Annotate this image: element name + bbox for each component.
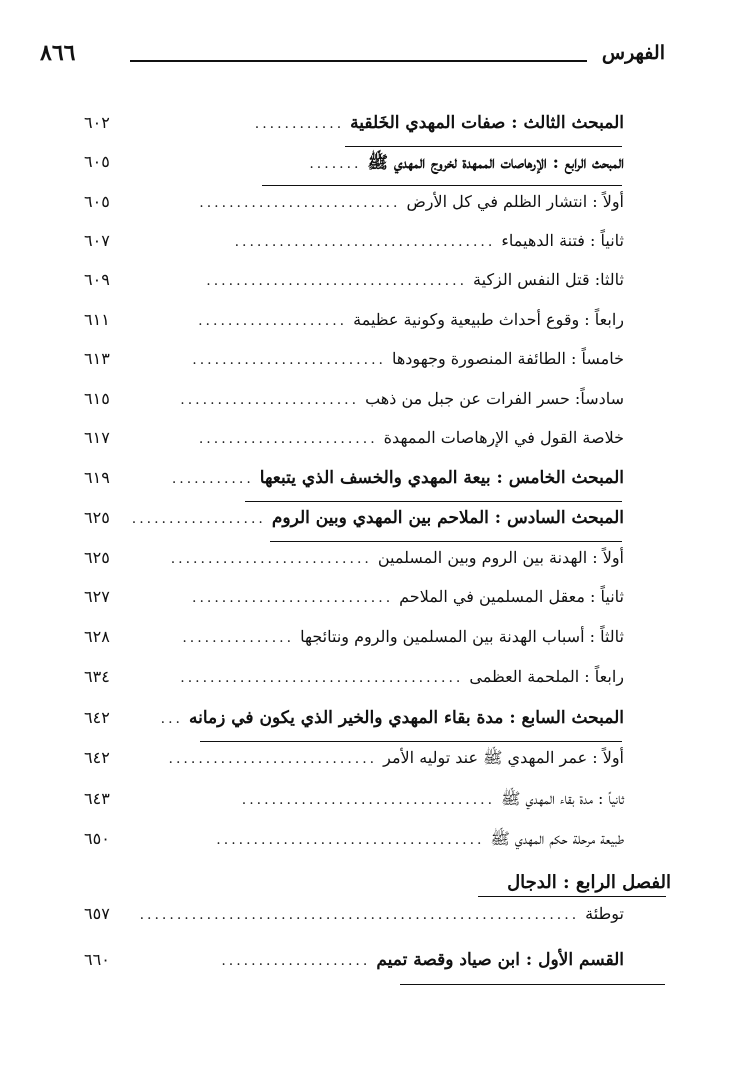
- toc-entry: [84, 789, 624, 819]
- toc-entry-leader: ...........................: [192, 590, 394, 606]
- toc-entry-leader: ..........................: [192, 352, 386, 368]
- entry-underline: [400, 984, 665, 985]
- toc-entry-page: ٦١٣: [84, 349, 110, 368]
- toc-entry-leader: ...........................: [199, 195, 401, 211]
- toc-entry: [84, 310, 624, 340]
- toc-entry: [84, 468, 624, 498]
- toc-entry-title: القسم الأول : ابن صياد وقصة تميم: [376, 950, 624, 970]
- entry-underline: [345, 146, 622, 147]
- toc-entry: [84, 829, 624, 859]
- entry-underline: [270, 541, 622, 542]
- toc-entry-leader: ........................: [198, 431, 378, 447]
- toc-entry: [84, 548, 624, 578]
- toc-entry-title: المبحث السابع : مدة بقاء المهدي والخير الذي يكون في زمانه: [188, 708, 624, 728]
- toc-entry-title: رابعاً : الملحمة العظمى: [469, 667, 624, 686]
- toc-entry: [84, 748, 624, 778]
- toc-entry-leader: ...........................: [170, 551, 372, 567]
- toc-entry: [84, 950, 624, 980]
- toc-entry-title: ثانياً : معقل المسلمين في الملاحم: [399, 587, 624, 606]
- toc-entry: [84, 270, 624, 300]
- toc-entry-page: ٦٢٨: [84, 627, 110, 646]
- header-page-number: ٨٦٦: [40, 40, 76, 66]
- toc-entry-leader: ...................................: [206, 273, 468, 289]
- toc-entry-title: سادساً: حسر الفرات عن جبل من ذهب: [365, 389, 624, 408]
- toc-entry-page: ٦٠٥: [84, 152, 110, 171]
- toc-entry-title: خامساً : الطائفة المنصورة وجهودها: [391, 349, 624, 368]
- toc-entry-leader: ...........: [171, 471, 254, 487]
- toc-entry-page: ٦٥٧: [84, 904, 110, 923]
- entry-underline: [245, 501, 622, 502]
- toc-entry-page: ٦٠٧: [84, 231, 110, 250]
- toc-entry-leader: ....................: [221, 953, 371, 969]
- toc-entry-page: ٦٤٣: [84, 789, 110, 808]
- toc-entry-title: أولاً : انتشار الظلم في كل الأرض: [406, 192, 624, 211]
- toc-entry: [84, 428, 624, 458]
- toc-entry-title: طبيعة مرحلة حكم المهدي ﷺ: [490, 829, 624, 848]
- toc-entry: [84, 587, 624, 617]
- toc-entry-leader: ..................: [131, 511, 266, 527]
- toc-entry-leader: ..................................: [241, 792, 496, 808]
- toc-entry-title: ثانياً : مدة بقاء المهدي ﷺ: [501, 789, 624, 808]
- toc-entry-leader: ...: [160, 711, 183, 727]
- toc-entry-leader: ............................: [168, 751, 378, 767]
- toc-entry-page: ٦٦٠: [84, 950, 110, 969]
- toc-entry-leader: ....................................: [216, 832, 485, 848]
- toc-entry-page: ٦١١: [84, 310, 110, 329]
- toc-entry: [84, 152, 624, 182]
- toc-entry-page: ٦٣٤: [84, 667, 110, 686]
- toc-entry-page: ٦٤٢: [84, 748, 110, 767]
- toc-entry: [84, 231, 624, 261]
- toc-entry-page: ٦١٩: [84, 468, 110, 487]
- toc-entry: [84, 192, 624, 222]
- toc-entry-leader: ........................: [180, 392, 360, 408]
- toc-entry-page: ٦٢٥: [84, 508, 110, 527]
- toc-entry: [84, 113, 624, 143]
- toc-entry-title: المبحث الخامس : بيعة المهدي والخسف الذي يتبعها: [259, 468, 624, 488]
- toc-entry: [84, 667, 624, 697]
- toc-entry-page: ٦٢٥: [84, 548, 110, 567]
- toc-entry: [84, 904, 624, 934]
- toc-entry-title: ثالثا: قتل النفس الزكية: [473, 270, 624, 289]
- toc-entry-leader: ............: [254, 116, 345, 132]
- toc-entry-title: خلاصة القول في الإرهاصات الممهدة: [383, 428, 624, 447]
- toc-entry-title: المبحث الرابع : الإرهاصات الممهدة لخروج المهدي ﷺ: [367, 153, 624, 173]
- toc-entry-leader: ...................................: [234, 234, 496, 250]
- entry-underline: [262, 185, 622, 186]
- toc-entry-leader: ......................................: [180, 670, 464, 686]
- toc-entry: [84, 627, 624, 657]
- toc-entry-page: ٦١٥: [84, 389, 110, 408]
- page-header: [40, 42, 665, 76]
- toc-entry-page: ٦٤٢: [84, 708, 110, 727]
- toc-entry-title: أولاً : الهدنة بين الروم وبين المسلمين: [377, 548, 624, 567]
- toc-entry-title: رابعاً : وقوع أحداث طبيعية وكونية عظيمة: [353, 310, 624, 329]
- toc-entry-page: ٦١٧: [84, 428, 110, 447]
- toc-entry: [84, 708, 624, 738]
- toc-entry-page: ٦٢٧: [84, 587, 110, 606]
- header-rule: [130, 60, 587, 62]
- toc-entry: [84, 508, 624, 538]
- toc-entry-title: ثالثاً : أسباب الهدنة بين المسلمين والروم ونتائجها: [300, 627, 624, 646]
- toc-entry-page: ٦٥٠: [84, 829, 110, 848]
- chapter-underline: [478, 896, 666, 897]
- toc-entry-title: توطئة: [585, 904, 624, 923]
- toc-entry-page: ٦٠٥: [84, 192, 110, 211]
- toc-entry-leader: ....................: [198, 313, 348, 329]
- entry-underline: [200, 741, 622, 742]
- toc-entry-title: أولاً : عمر المهدي ﷺ عند توليه الأمر: [383, 748, 624, 767]
- toc-entry-leader: .......: [309, 156, 362, 172]
- toc-entry-page: ٦٠٢: [84, 113, 110, 132]
- toc-entry: [84, 349, 624, 379]
- header-title: الفهرس: [601, 42, 665, 64]
- toc-entry-page: ٦٠٩: [84, 270, 110, 289]
- toc-entry-leader: ...........................................................: [139, 907, 580, 923]
- toc-entry: [84, 389, 624, 419]
- toc-entry-title: المبحث السادس : الملاحم بين المهدي وبين الروم: [271, 508, 624, 528]
- toc-entry-title: ثانياً : فتنة الدهيماء: [501, 231, 624, 250]
- chapter-heading: الفصل الرابع : الدجال: [507, 872, 671, 893]
- toc-entry-title: المبحث الثالث : صفات المهدي الخَلقية: [350, 113, 624, 133]
- toc-entry-leader: ...............: [182, 630, 295, 646]
